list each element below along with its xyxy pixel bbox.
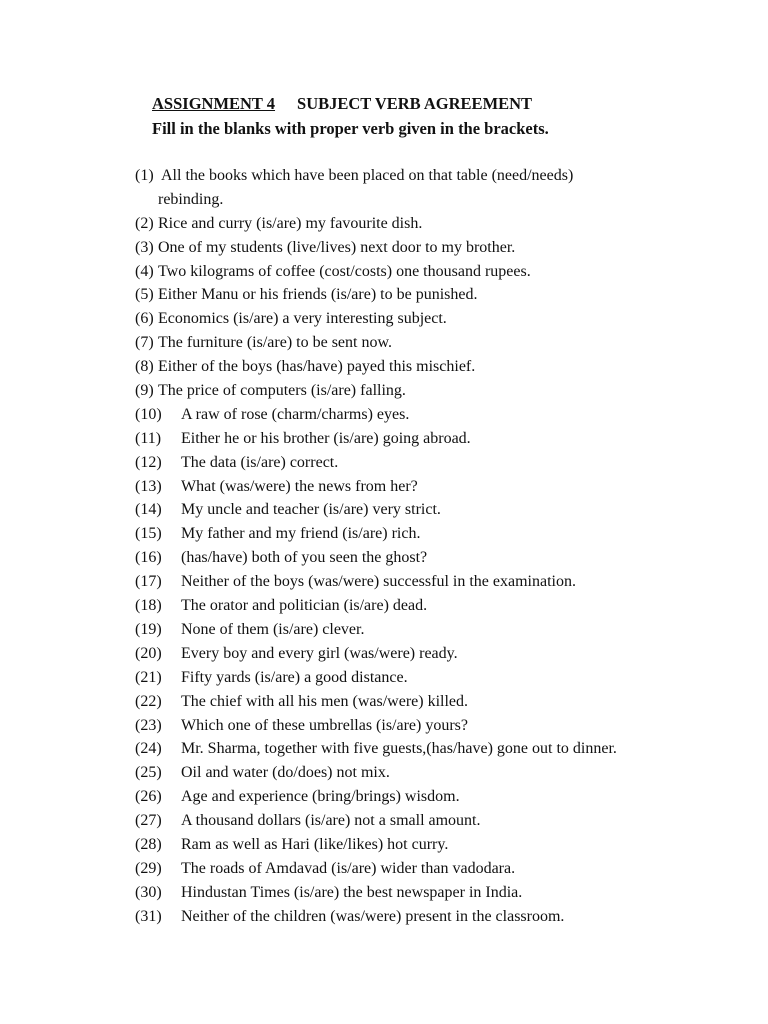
question-number: (18) bbox=[135, 597, 162, 615]
question-text: The roads of Amdavad (is/are) wider than vadodara. bbox=[181, 859, 516, 877]
question-item bbox=[0, 498, 768, 522]
question-text: My uncle and teacher (is/are) very strict. bbox=[181, 501, 441, 519]
question-number: (2) bbox=[135, 214, 154, 232]
question-text: The chief with all his men (was/were) killed. bbox=[181, 692, 469, 710]
question-number: (31) bbox=[135, 907, 162, 925]
assignment-heading bbox=[152, 94, 532, 114]
question-text: Oil and water (do/does) not mix. bbox=[181, 764, 390, 782]
question-number: (15) bbox=[135, 525, 162, 543]
question-text: A thousand dollars (is/are) not a small amount. bbox=[181, 812, 481, 830]
question-item bbox=[0, 212, 768, 236]
question-item bbox=[0, 714, 768, 738]
question-text: Ram as well as Hari (like/likes) hot curry. bbox=[181, 835, 449, 853]
question-text: The furniture (is/are) to be sent now. bbox=[158, 334, 392, 352]
question-text: All the books which have been placed on that table (need/needs) bbox=[161, 167, 574, 184]
question-item bbox=[0, 546, 768, 570]
question-number: (20) bbox=[135, 644, 162, 662]
question-text: Two kilograms of coffee (cost/costs) one thousand rupees. bbox=[158, 262, 531, 280]
question-text: Which one of these umbrellas (is/are) yours? bbox=[181, 716, 469, 734]
question-text: Economics (is/are) a very interesting subject. bbox=[158, 310, 447, 328]
question-number: (14) bbox=[135, 501, 162, 519]
question-text: Hindustan Times (is/are) the best newspaper in India. bbox=[181, 883, 523, 901]
question-number: (8) bbox=[135, 358, 154, 376]
question-item bbox=[0, 475, 768, 499]
question-item bbox=[0, 355, 768, 379]
question-item bbox=[0, 451, 768, 475]
question-text: The orator and politician (is/are) dead. bbox=[181, 597, 428, 615]
question-item bbox=[0, 666, 768, 690]
question-item bbox=[0, 809, 768, 833]
question-list bbox=[0, 164, 768, 929]
question-number: (1) bbox=[135, 167, 154, 184]
question-text: Either Manu or his friends (is/are) to be punished. bbox=[158, 286, 478, 304]
question-number: (11) bbox=[135, 429, 162, 447]
question-number: (16) bbox=[135, 549, 162, 567]
question-item bbox=[0, 260, 768, 284]
question-item bbox=[0, 785, 768, 809]
question-text: Fifty yards (is/are) a good distance. bbox=[181, 668, 408, 686]
assignment-label: ASSIGNMENT 4 bbox=[152, 94, 276, 113]
question-item bbox=[0, 570, 768, 594]
question-number: (10) bbox=[135, 405, 162, 423]
question-item bbox=[0, 307, 768, 331]
question-item bbox=[0, 522, 768, 546]
question-text: Rice and curry (is/are) my favourite dish. bbox=[158, 214, 423, 232]
question-number: (29) bbox=[135, 859, 162, 877]
question-number: (26) bbox=[135, 788, 162, 806]
question-number: (23) bbox=[135, 716, 162, 734]
question-number: (21) bbox=[135, 668, 162, 686]
question-item bbox=[0, 642, 768, 666]
question-item bbox=[0, 737, 768, 761]
question-text: Mr. Sharma, together with five guests,(has/have) gone out to dinner. bbox=[181, 740, 617, 758]
question-text: Every boy and every girl (was/were) ready. bbox=[181, 644, 458, 662]
question-number: (6) bbox=[135, 310, 154, 328]
question-item bbox=[0, 379, 768, 403]
question-item bbox=[0, 427, 768, 451]
question-number: (24) bbox=[135, 740, 162, 758]
question-item bbox=[0, 857, 768, 881]
question-item bbox=[0, 690, 768, 714]
question-item bbox=[0, 761, 768, 785]
question-number: (3) bbox=[135, 238, 154, 256]
question-text: Either of the boys (has/have) payed this mischief. bbox=[158, 358, 476, 376]
question-text: My father and my friend (is/are) rich. bbox=[181, 525, 421, 543]
question-text: None of them (is/are) clever. bbox=[181, 620, 365, 638]
question-item bbox=[0, 283, 768, 307]
question-text: Either he or his brother (is/are) going abroad. bbox=[181, 429, 471, 447]
question-text: Age and experience (bring/brings) wisdom. bbox=[181, 788, 460, 806]
question-number: (28) bbox=[135, 835, 162, 853]
question-number: (7) bbox=[135, 334, 154, 352]
question-text: (has/have) both of you seen the ghost? bbox=[181, 549, 428, 567]
question-item bbox=[0, 236, 768, 260]
question-item bbox=[0, 331, 768, 355]
question-text: A raw of rose (charm/charms) eyes. bbox=[181, 405, 410, 423]
question-number: (25) bbox=[135, 764, 162, 782]
question-text: The data (is/are) correct. bbox=[181, 453, 339, 471]
question-number: (22) bbox=[135, 692, 162, 710]
question-number: (5) bbox=[135, 286, 154, 304]
question-number: (12) bbox=[135, 453, 162, 471]
question-text: Neither of the boys (was/were) successful in the examination. bbox=[181, 573, 576, 591]
question-text-continuation: rebinding. bbox=[158, 190, 224, 208]
question-number: (9) bbox=[135, 382, 154, 400]
question-text: What (was/were) the news from her? bbox=[181, 477, 418, 495]
question-item bbox=[0, 833, 768, 857]
question-number: (19) bbox=[135, 620, 162, 638]
question-item bbox=[0, 618, 768, 642]
question-number: (17) bbox=[135, 573, 162, 591]
question-text: The price of computers (is/are) falling. bbox=[158, 382, 406, 400]
question-number: (30) bbox=[135, 883, 162, 901]
assignment-topic: SUBJECT VERB AGREEMENT bbox=[297, 94, 533, 113]
question-number: (27) bbox=[135, 812, 162, 830]
question-text: Neither of the children (was/were) present in the classroom. bbox=[181, 907, 565, 925]
question-item bbox=[0, 594, 768, 618]
question-item bbox=[0, 403, 768, 427]
question-text: One of my students (live/lives) next door to my brother. bbox=[158, 238, 516, 256]
assignment-instruction: Fill in the blanks with proper verb given in the brackets. bbox=[152, 119, 549, 138]
question-item bbox=[0, 905, 768, 929]
question-number: (4) bbox=[135, 262, 154, 280]
question-item bbox=[0, 881, 768, 905]
question-number: (13) bbox=[135, 477, 162, 495]
question-item bbox=[0, 164, 768, 212]
